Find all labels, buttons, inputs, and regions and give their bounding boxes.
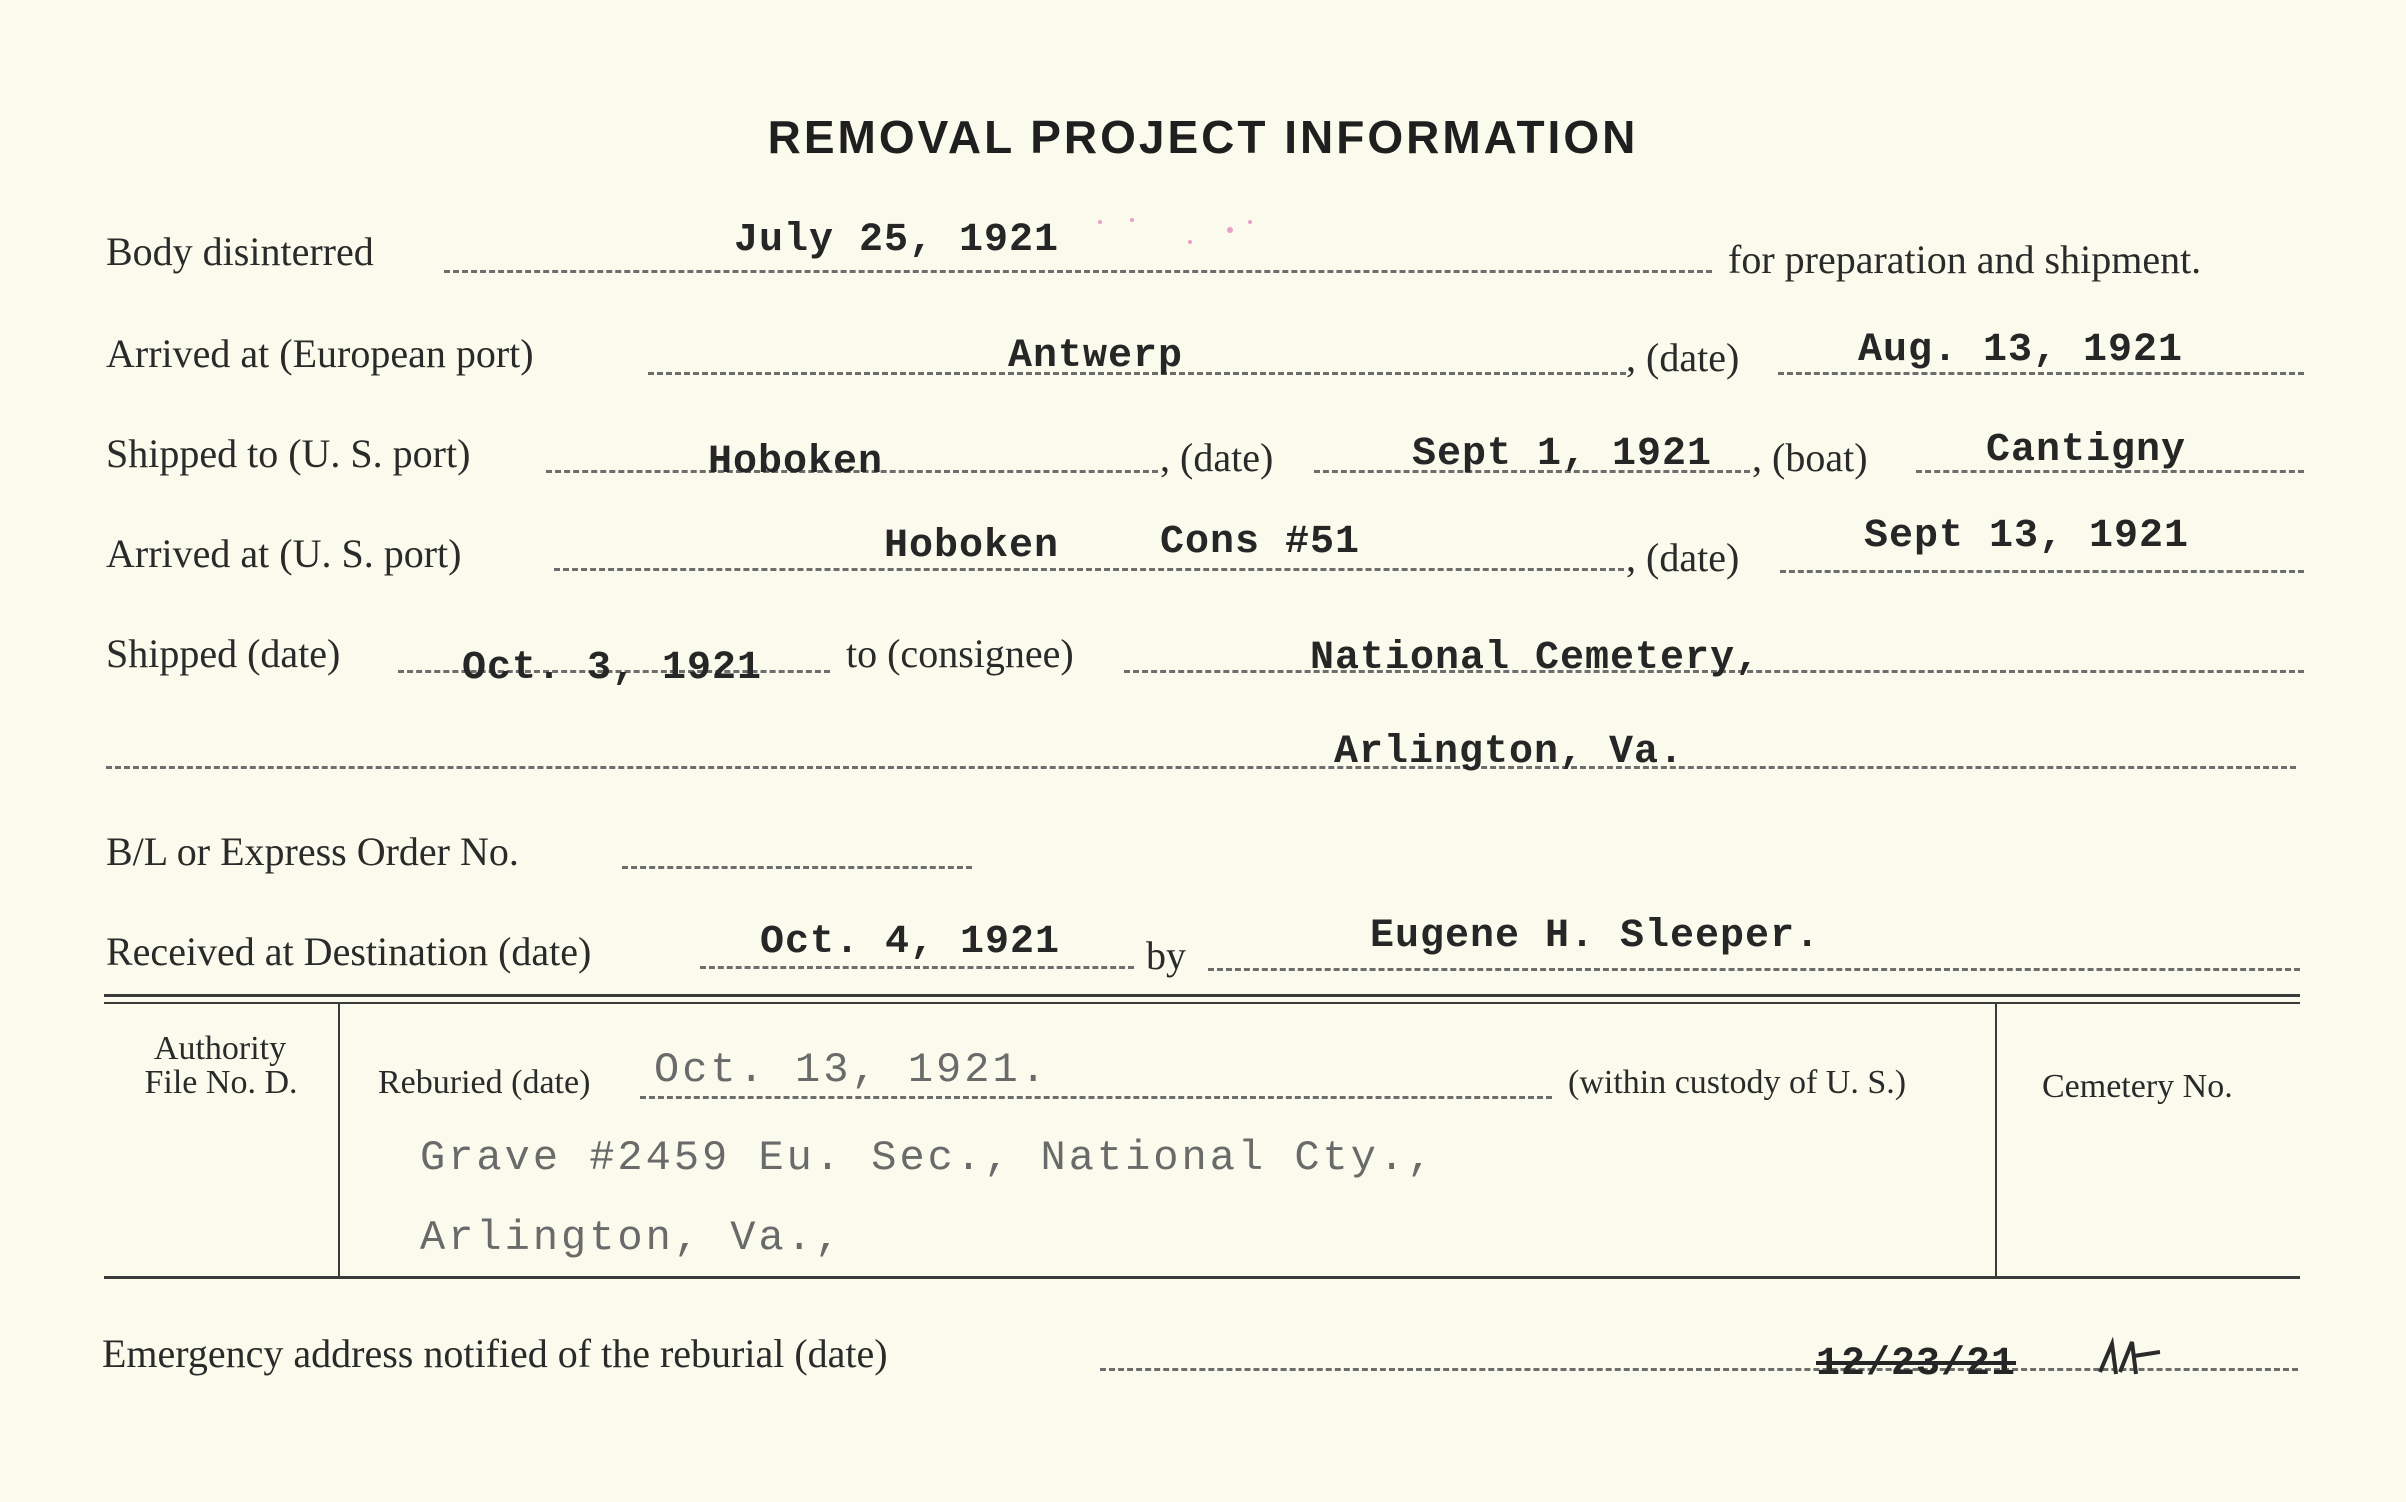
received-label: Received at Destination (date) (106, 929, 592, 974)
consignee-line2-value: Arlington, Va. (1334, 730, 1685, 775)
shipped-label: Shipped (date) (106, 631, 341, 676)
disinterred-line (444, 270, 1712, 273)
box-top-rule-1 (104, 994, 2300, 997)
grave-line-2: Arlington, Va., (420, 1214, 844, 1262)
received-by-label: by (1146, 933, 1186, 978)
arrived-us-value: Hoboken (884, 524, 1060, 569)
reburied-label: Reburied (date) (378, 1064, 591, 1101)
reburied-line (640, 1096, 1552, 1099)
authority-label-1: Authority (153, 1030, 287, 1067)
arrived-eu-date-label: , (date) (1626, 335, 1740, 380)
cemetery-no-label: Cemetery No. (2042, 1068, 2233, 1105)
initials-mark (2090, 1334, 2200, 1384)
card-title: REMOVAL PROJECT INFORMATION (767, 111, 1639, 163)
box-bottom-rule (104, 1276, 2300, 1279)
stamp-mark (1080, 212, 1280, 252)
shipped-value: Oct. 3, 1921 (462, 646, 763, 691)
arrived-eu-value: Antwerp (1008, 334, 1184, 379)
authority-label-2: File No. D. (144, 1064, 298, 1101)
bl-line (622, 866, 972, 869)
emergency-label: Emergency address notified of the reburial (date) (102, 1331, 888, 1376)
bl-label: B/L or Express Order No. (106, 829, 519, 874)
disinterred-label: Body disinterred (106, 229, 374, 274)
arrived-eu-label: Arrived at (European port) (106, 331, 534, 376)
shipped-us-label: Shipped to (U. S. port) (106, 431, 471, 476)
shipped-us-date-value: Sept 1, 1921 (1412, 432, 1713, 477)
grave-line-1: Grave #2459 Eu. Sec., National Cty., (420, 1134, 1436, 1182)
shipped-us-boat-value: Cantigny (1986, 428, 2187, 473)
consignee-label: to (consignee) (846, 631, 1074, 676)
received-line (700, 966, 1134, 969)
shipped-us-boat-label: , (boat) (1752, 435, 1868, 480)
disinterred-value: July 25, 1921 (734, 218, 1060, 263)
consignee-value: National Cemetery, (1310, 636, 1761, 681)
emergency-value: 12/23/21 (1816, 1342, 2017, 1387)
shipped-us-value: Hoboken (708, 440, 884, 485)
arrived-us-label: Arrived at (U. S. port) (106, 531, 462, 576)
received-by-value: Eugene H. Sleeper. (1370, 914, 1821, 959)
disinterred-suffix: for preparation and shipment. (1728, 237, 2202, 282)
consignee-line-2 (106, 766, 2296, 769)
arrived-us-date-line (1780, 570, 2304, 573)
custody-label: (within custody of U. S.) (1568, 1064, 1907, 1101)
arrived-us-line (554, 568, 1624, 571)
arrived-us-date-value: Sept 13, 1921 (1864, 514, 2190, 559)
reburied-value: Oct. 13, 1921. (654, 1046, 1049, 1094)
shipped-us-date-label: , (date) (1160, 435, 1274, 480)
arrived-us-date-label: , (date) (1626, 535, 1740, 580)
box-divider-left (338, 1004, 340, 1276)
box-divider-right (1995, 1004, 1997, 1276)
box-top-rule-2 (104, 1002, 2300, 1004)
received-value: Oct. 4, 1921 (760, 920, 1061, 965)
arrived-us-value2: Cons #51 (1160, 520, 1361, 565)
arrived-eu-date-value: Aug. 13, 1921 (1858, 328, 2184, 373)
received-by-line (1208, 968, 2300, 971)
